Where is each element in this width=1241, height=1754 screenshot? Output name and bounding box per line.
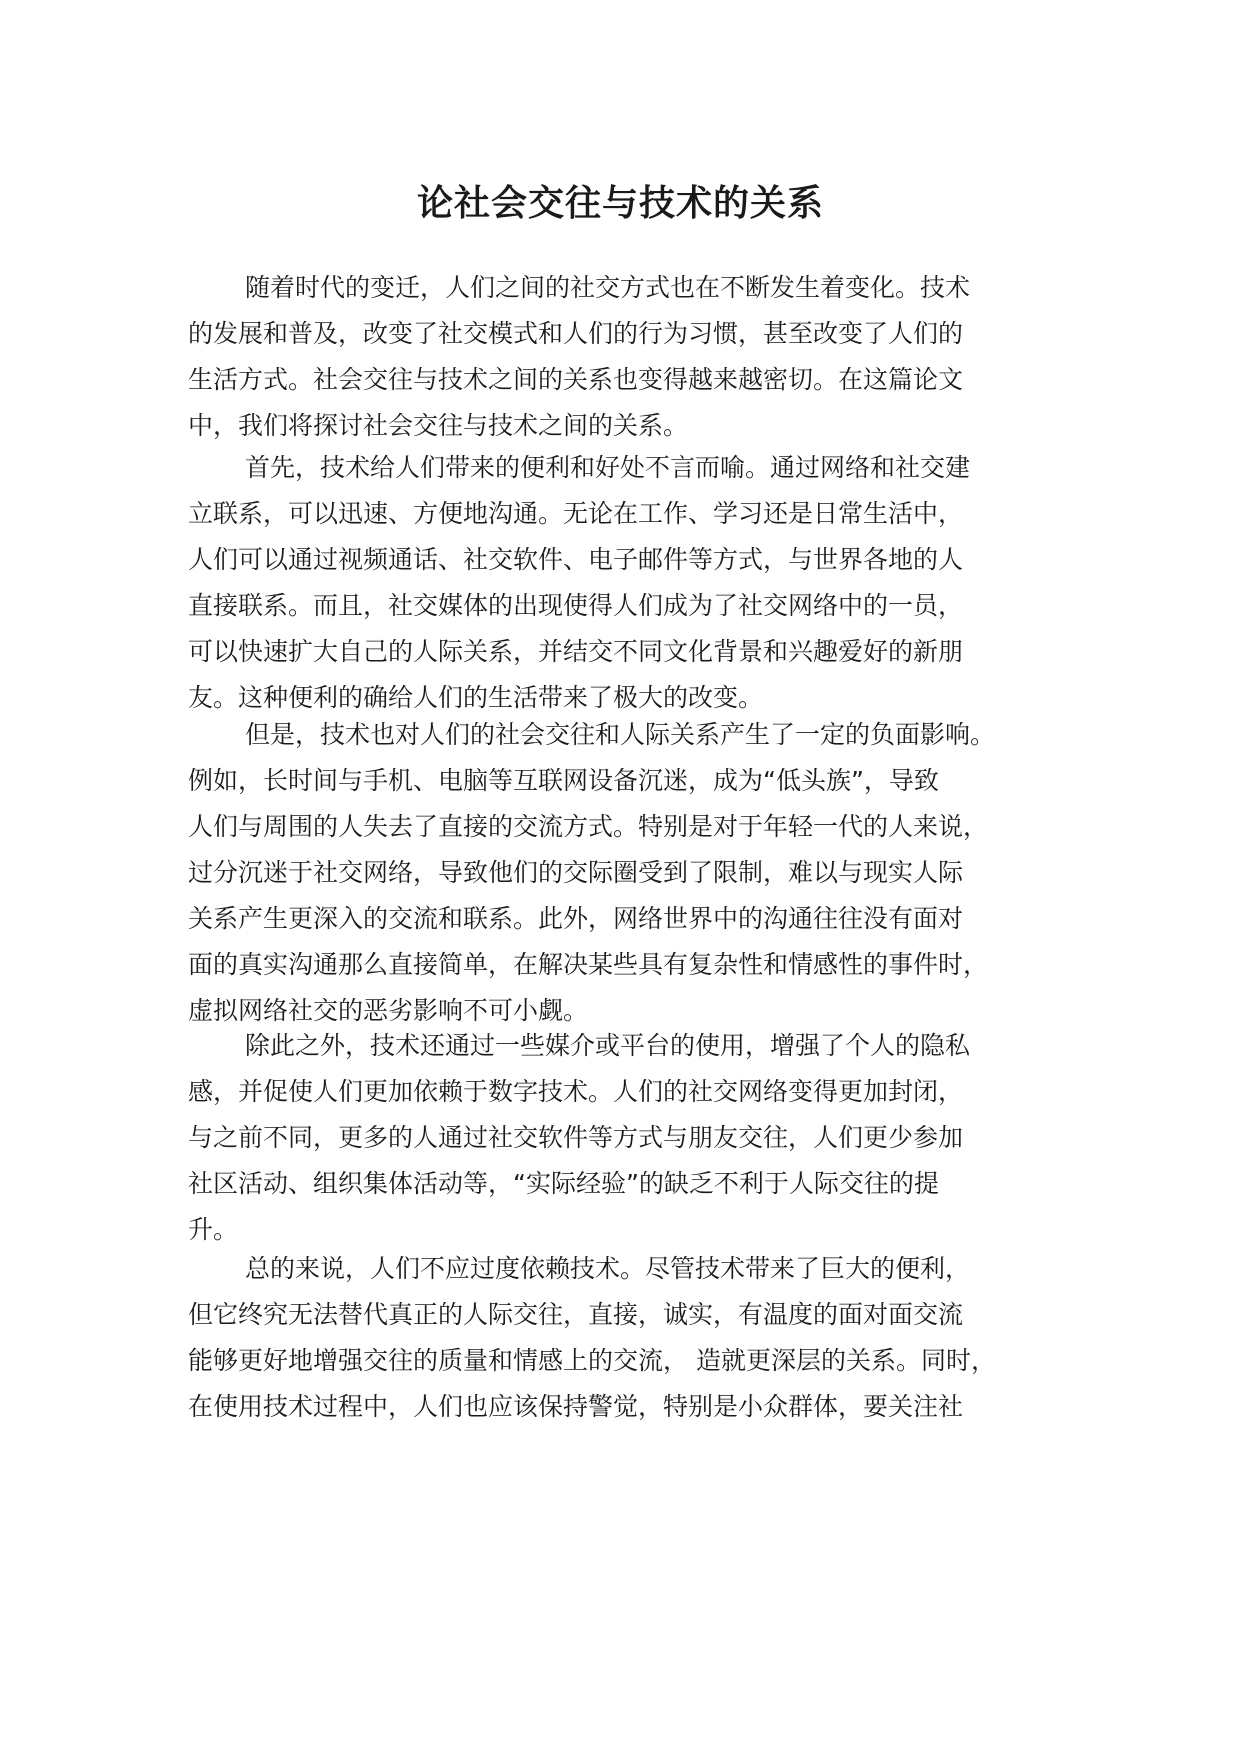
paragraph-line: 与之前不同，更多的人通过社交软件等方式与朋友交往，人们更少参加 (188, 1123, 964, 1152)
paragraph-line: 人们与周围的人失去了直接的交流方式。特别是对于年轻一代的人来说， (188, 812, 989, 841)
document-title: 论社会交往与技术的关系 (416, 183, 824, 224)
paragraph-3 (188, 712, 1088, 1034)
paragraph-line: 总的来说，人们不应过度依赖技术。尽管技术带来了巨大的便利， (245, 1254, 971, 1283)
paragraph-line: 感，并促使人们更加依赖于数字技术。人们的社交网络变得更加封闭， (188, 1077, 964, 1106)
paragraph-line: 可以快速扩大自己的人际关系，并结交不同文化背景和兴趣爱好的新朋 (188, 637, 964, 666)
paragraph-line: 社区活动、组织集体活动等，“实际经验”的缺乏不利于人际交往的提 (188, 1169, 939, 1198)
paragraph-line: 生活方式。社会交往与技术之间的关系也变得越来越密切。在这篇论文 (188, 365, 964, 394)
paragraph-4 (188, 1023, 1088, 1253)
paragraph-line: 首先，技术给人们带来的便利和好处不言而喻。通过网络和社交建 (245, 453, 971, 482)
paragraph-line: 的发展和普及，改变了社交模式和人们的行为习惯，甚至改变了人们的 (188, 319, 964, 348)
paragraph-line: 升。 (188, 1215, 239, 1244)
paragraph-line: 能够更好地增强交往的质量和情感上的交流， 造就更深层的关系。同时， (188, 1346, 996, 1375)
paragraph-line: 面的真实沟通那么直接简单，在解决某些具有复杂性和情感性的事件时， (188, 950, 989, 979)
paragraph-line: 但是，技术也对人们的社会交往和人际关系产生了一定的负面影响。 (245, 720, 996, 749)
paragraph-2 (188, 445, 1088, 721)
paragraph-line: 随着时代的变迁，人们之间的社交方式也在不断发生着变化。技术 (245, 273, 971, 302)
paragraph-line: 但它终究无法替代真正的人际交往，直接，诚实，有温度的面对面交流 (188, 1300, 964, 1329)
paragraph-line: 直接联系。而且，社交媒体的出现使得人们成为了社交网络中的一员， (188, 591, 964, 620)
paragraph-1 (188, 265, 1088, 449)
paragraph-line: 人们可以通过视频通话、社交软件、电子邮件等方式，与世界各地的人 (188, 545, 964, 574)
paragraph-5 (188, 1246, 1088, 1430)
paragraph-line: 例如，长时间与手机、电脑等互联网设备沉迷，成为“低头族”，导致 (188, 766, 939, 795)
paragraph-line: 友。这种便利的确给人们的生活带来了极大的改变。 (188, 683, 764, 712)
paragraph-line: 关系产生更深入的交流和联系。此外，网络世界中的沟通往往没有面对 (188, 904, 964, 933)
paragraph-line: 虚拟网络社交的恶劣影响不可小觑。 (188, 996, 589, 1025)
paragraph-line: 立联系，可以迅速、方便地沟通。无论在工作、学习还是日常生活中， (188, 499, 964, 528)
paragraph-line: 中，我们将探讨社会交往与技术之间的关系。 (188, 411, 689, 440)
paragraph-line: 过分沉迷于社交网络，导致他们的交际圈受到了限制，难以与现实人际 (188, 858, 964, 887)
paragraph-line: 除此之外，技术还通过一些媒介或平台的使用，增强了个人的隐私 (245, 1031, 971, 1060)
paragraph-line: 在使用技术过程中，人们也应该保持警觉，特别是小众群体，要关注社 (188, 1392, 964, 1421)
